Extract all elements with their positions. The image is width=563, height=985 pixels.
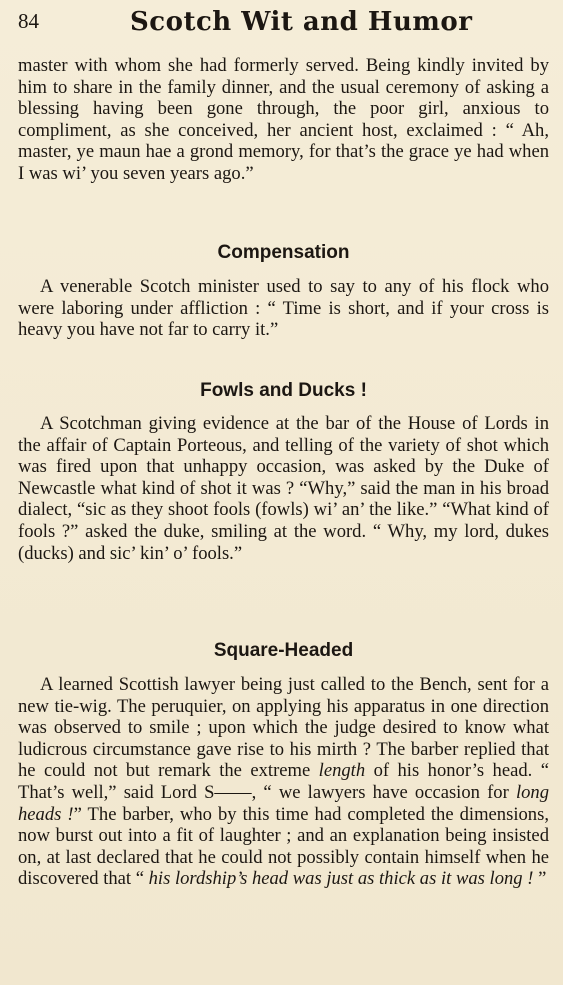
square-headed-paragraph: [18, 674, 549, 890]
heading-square-headed: Square-Headed: [213, 640, 354, 661]
square-text-4: ”: [533, 868, 547, 890]
opening-paragraph: master with whom she had formerly served. Being kindly invited by him to share in the family dinner, and the usual ceremony of asking a blessing having been gone through, the poor girl, anxious to compliment, as she conceived, her ancient host, exclaimed : “ Ah, master, ye maun hae a grond memory, for that’s the grace ye had when I was wi’ you seven years ago.”: [18, 55, 549, 184]
compensation-paragraph: A venerable Scotch minister used to say to any of his flock who were laboring under affliction : “ Time is short, and if your cross is heavy you have not far to carry it.”: [18, 276, 549, 341]
page-number: 84: [18, 9, 39, 33]
running-title: Scotch Wit and Humor: [130, 7, 473, 37]
heading-fowls-and-ducks: Fowls and Ducks !: [200, 380, 367, 401]
square-emphasis-length: length: [318, 760, 366, 782]
square-emphasis-long-heads: long heads !: [18, 781, 549, 825]
page-header: [18, 7, 551, 41]
square-text-2: of his honor’s head. “ That’s well,” said Lord S——, “ we lawyers have occasion for: [18, 760, 549, 803]
heading-compensation: Compensation: [217, 242, 350, 263]
square-text-1: A learned Scottish lawyer being just called to the Bench, sent for a new tie-wig. The peruquier, on applying his apparatus in one direction was observed to smile ; upon which the judge desired to know what ludicrous circumstance gave rise to his mirth ? The barber replied that he could not but remark the extreme: [18, 674, 549, 782]
square-emphasis-punchline: his lordship’s head was just as thick as it was long !: [148, 868, 534, 890]
fowls-paragraph: A Scotchman giving evidence at the bar of the House of Lords in the affair of Captain Porteous, and telling of the variety of shot which was fired upon that unhappy occasion, was asked by the Duke of Newcastle what kind of shot it was ? “Why,” said the man in his broad dialect, “sic as they shoot fools (fowls) wi’ an’ the like.” “What kind of fools ?” asked the duke, smiling at the word. “ Why, my lord, dukes (ducks) and sic’ kin’ o’ fools.”: [18, 413, 549, 564]
square-text-3: ” The barber, who by this time had completed the dimensions, now burst out into a fit of laughter ; and an explanation being insisted on, at last declared that he could not possibly contain himself when he discovered that “: [18, 803, 549, 890]
